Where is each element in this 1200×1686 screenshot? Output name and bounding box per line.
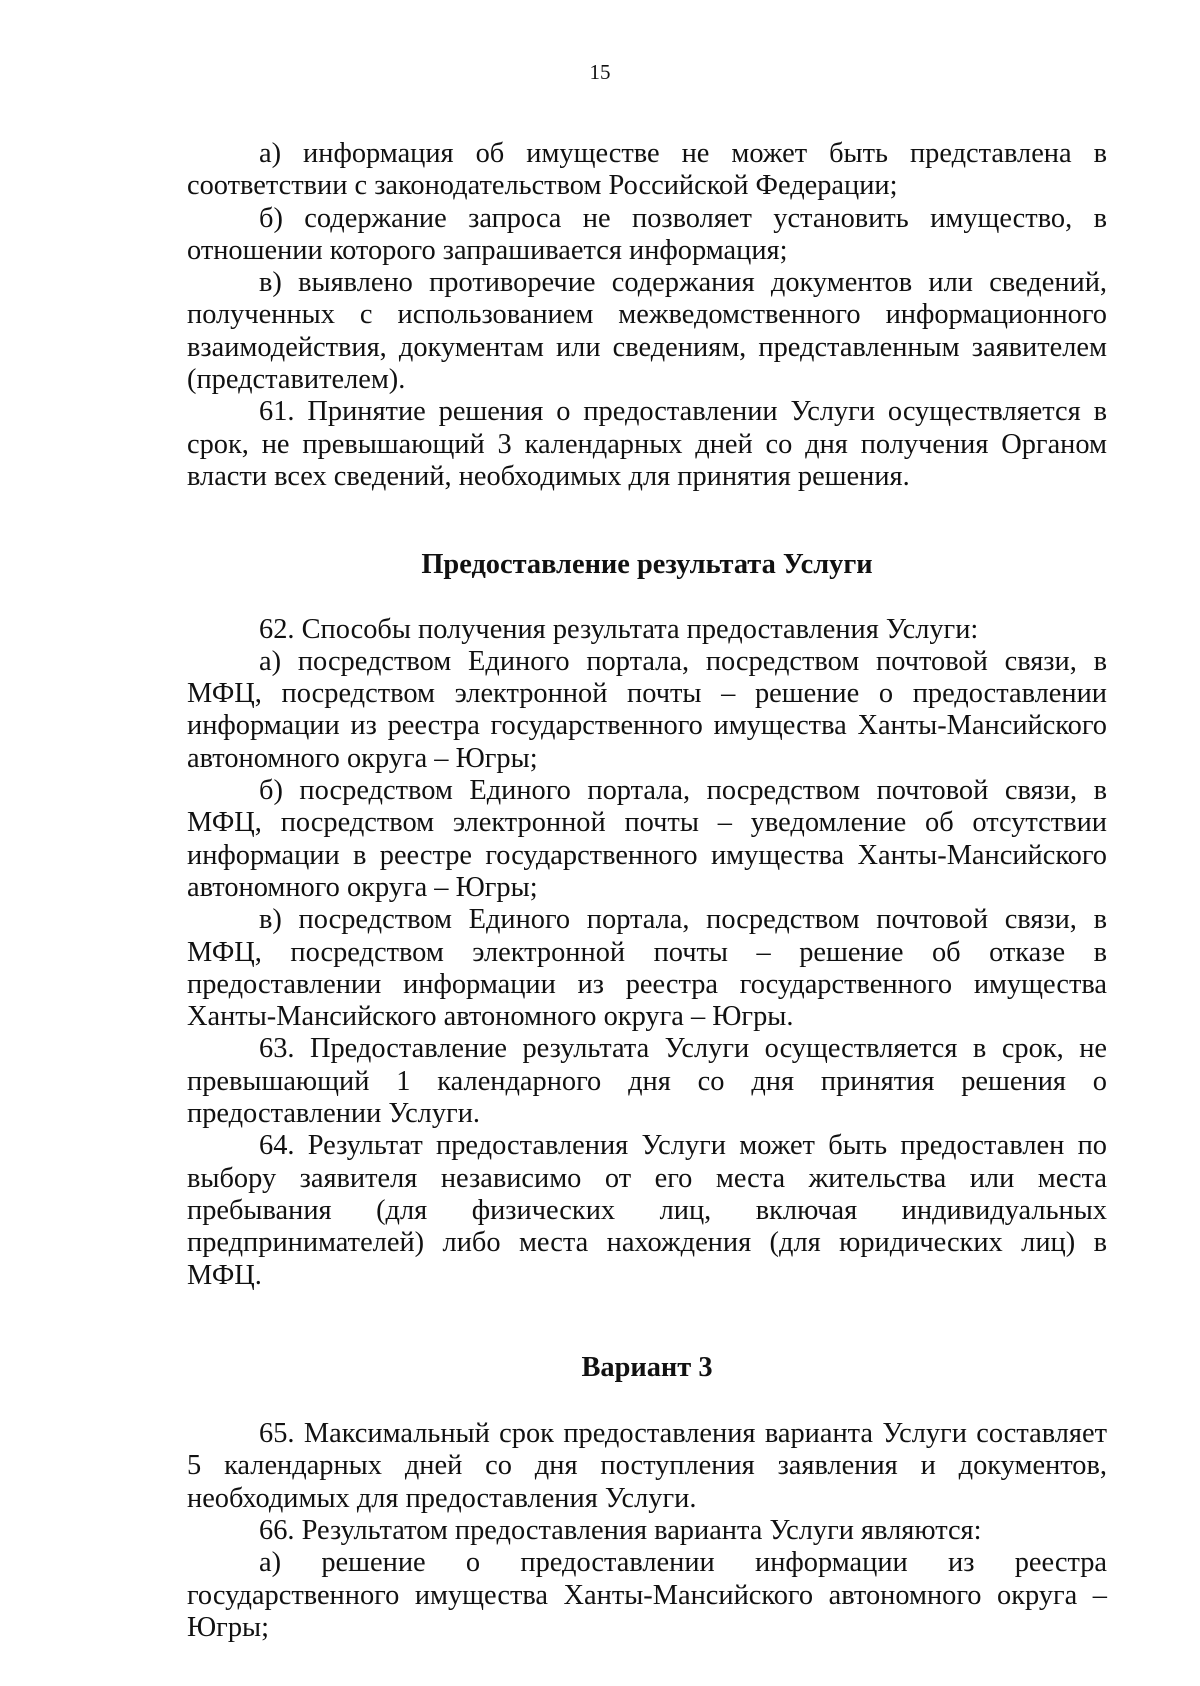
paragraph-62-a: а) посредством Единого портала, посредством почтовой связи, в МФЦ, посредством электронной почты – решение о предоставлении информации из реестра государственного имущества Ханты-Мансийского автономного округа – Югры; [187,645,1107,774]
paragraph-65: 65. Максимальный срок предоставления варианта Услуги составляет 5 календарных дней со дня поступления заявления и документов, необходимых для предоставления Услуги. [187,1418,1107,1514]
paragraph-63: 63. Предоставление результата Услуги осуществляется в срок, не превышающий 1 календарного дня со дня принятия решения о предоставлении Услуги. [187,1033,1107,1130]
paragraph-62-v: в) посредством Единого портала, посредством почтовой связи, в МФЦ, посредством электронной почты – решение об отказе в предоставлении информации из реестра государственного имущества Ханты-Мансийского автономного округа – Югры. [187,904,1107,1033]
paragraph-66: 66. Результатом предоставления варианта Услуги являются: [259,1514,982,1546]
paragraph-61: 61. Принятие решения о предоставлении Услуги осуществляется в срок, не превышающий 3 календарных дней со дня получения Органом власти всех сведений, необходимых для принятия решения. [187,396,1107,492]
document-body [187,138,1107,1644]
paragraph-v-contradiction: в) выявлено противоречие содержания документов или сведений, полученных с использованием межведомственного информационного взаимодействия, документам или сведениям, представленным заявителем (представителем). [187,267,1107,396]
section-heading-result: Предоставление результата Услуги [421,549,873,581]
page-number: 15 [589,60,611,84]
section-heading-variant-3: Вариант 3 [581,1351,713,1383]
paragraph-a-info-not-provided: а) информация об имуществе не может быть представлена в соответствии с законодательством Российской Федерации; [187,138,1107,202]
paragraph-62-b: б) посредством Единого портала, посредством почтовой связи, в МФЦ, посредством электронной почты – уведомление об отсутствии информации в реестре государственного имущества Ханты-Мансийского автономного округа – Югры; [187,775,1107,903]
paragraph-66-a: а) решение о предоставлении информации из реестра государственного имущества Ханты-Мансийского автономного округа – Югры; [187,1547,1107,1643]
paragraph-62: 62. Способы получения результата предоставления Услуги: [259,613,979,645]
paragraph-b-request-content: б) содержание запроса не позволяет установить имущество, в отношении которого запрашивается информация; [187,202,1107,266]
paragraph-64: 64. Результат предоставления Услуги может быть предоставлен по выбору заявителя независимо от его места жительства или места пребывания (для физических лиц, включая индивидуальных предпринимателей) либо места нахождения (для юридических лиц) в МФЦ. [187,1130,1107,1291]
